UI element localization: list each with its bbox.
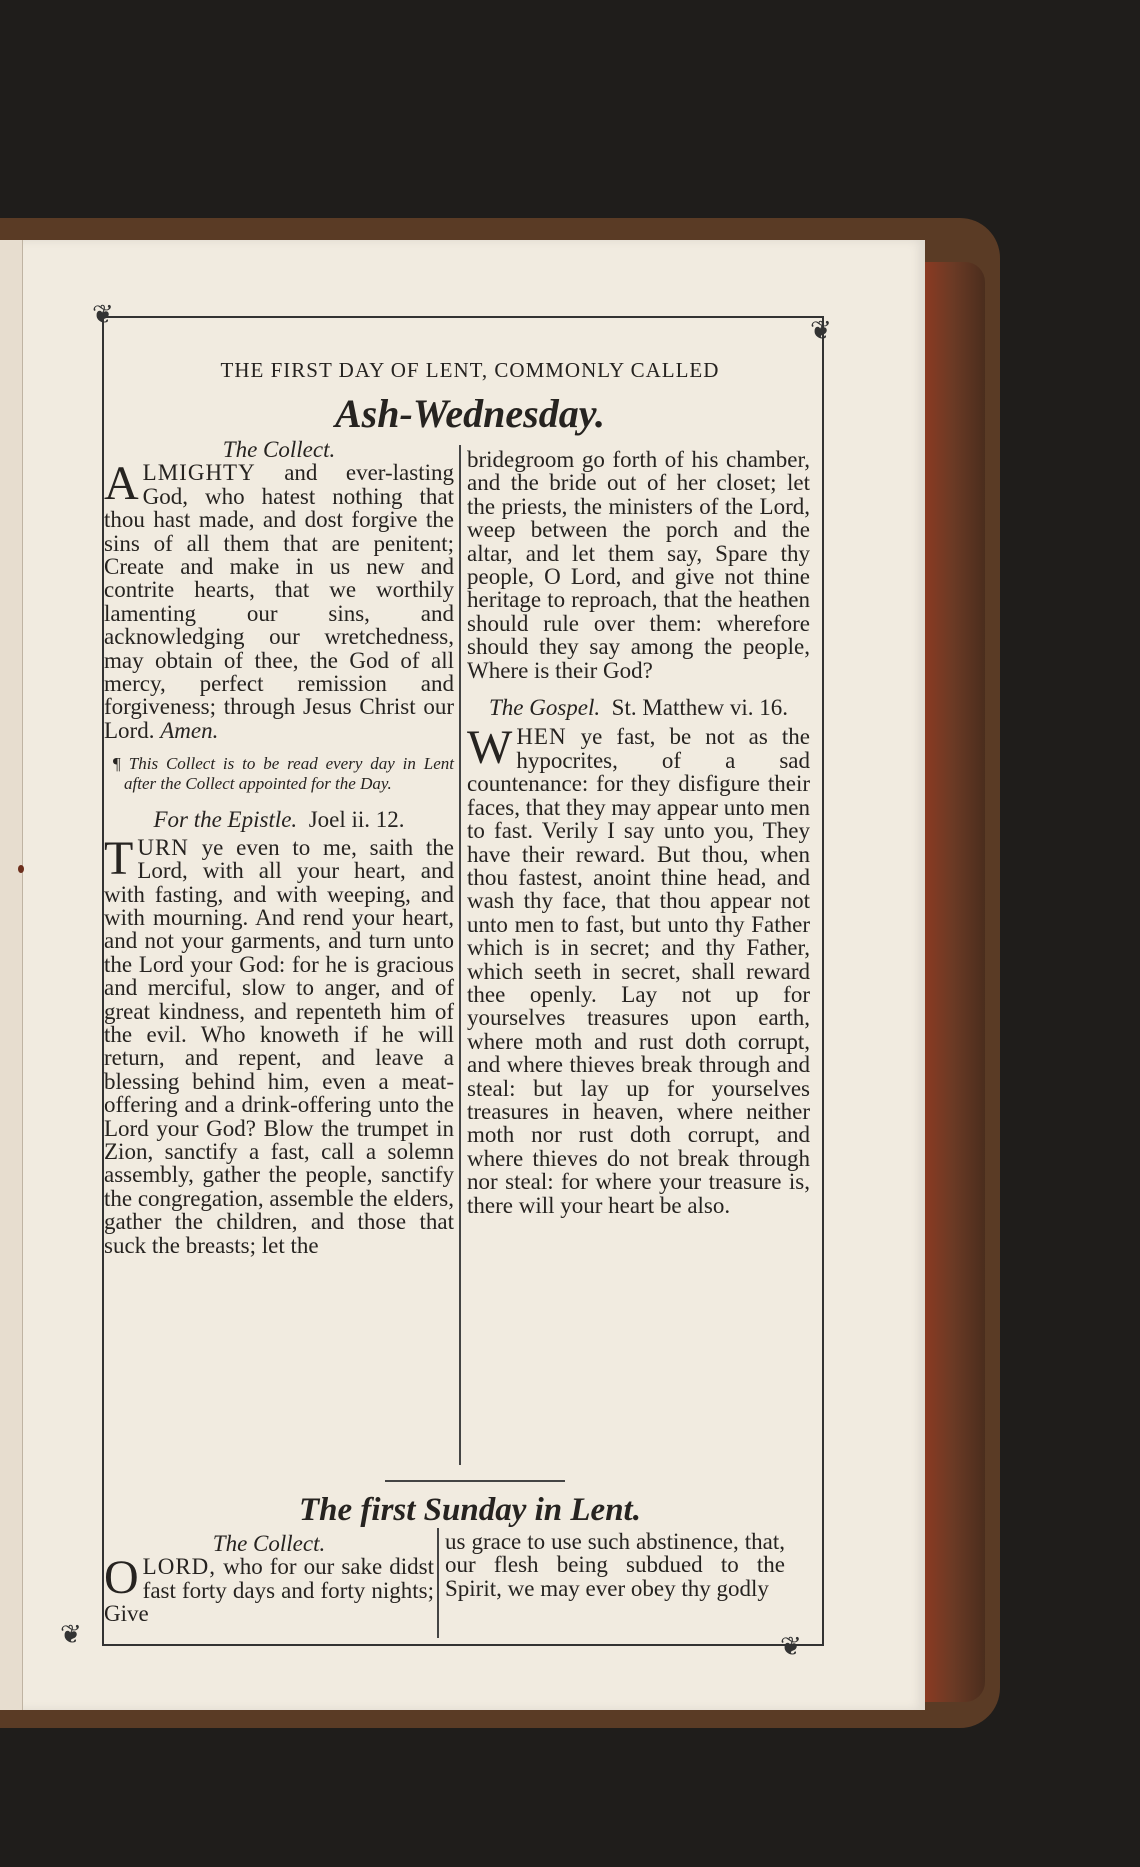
corner-ornament-top-left: ❦ (92, 300, 114, 329)
collect-dropcap: A (104, 457, 139, 511)
sunday-lead: LORD, (142, 1554, 217, 1580)
sunday-column-divider (437, 1528, 439, 1638)
epistle-heading: For the Epistle. (153, 807, 298, 833)
sunday-collect-text (104, 1551, 434, 1627)
gospel-heading-line (467, 696, 810, 719)
corner-ornament-top-right: ❦ (810, 316, 832, 345)
epistle-text (104, 831, 454, 1258)
gospel-dropcap: W (467, 721, 513, 775)
sunday-continuation: us grace to use such abstinence, that, our flesh being subdued to the Spirit, we may ever obey thy godly (445, 1529, 785, 1601)
collect-rubric: ¶ This Collect is to be read every day in Lent after the Collect appointed for the Day. (112, 754, 454, 794)
collect-lead: LMIGHTY (142, 460, 256, 486)
collect-body: and ever-lasting God, who hatest nothing that thou hast made, and dost forgive the sins of all them that are penitent; Create and make in us new and contrite hearts, that we worthily lamenting our sins, and acknowledging our wretchedness, may obtain of thee, the God of all mercy, perfect remission and forgiveness; through Jesus Christ our Lord. (104, 460, 454, 743)
binding-mark (18, 865, 24, 873)
epistle-reference: Joel ii. 12. (308, 807, 405, 833)
collect-heading: The Collect. (222, 437, 336, 462)
sunday-dropcap: O (104, 1551, 139, 1605)
column-divider (459, 445, 461, 1465)
collect-text (104, 457, 454, 743)
sunday-body: who for our sake didst fast forty days and forty nights; Give (104, 1554, 434, 1627)
gospel-body: ye fast, be not as the hypocrites, of a sad countenance: for they disfigure their faces, that they may appear unto men to fast. Verily I say unto you, They have their reward. But thou, when thou fastest, anoint thine head, and wash thy face, that thou appear not unto men to fast, but unto thy Father which is in secret; and thy Father, which seeth in secret, shall reward thee openly. Lay not up for yourselves treasures upon earth, where moth and rust doth corrupt, and where thieves break through and steal: but lay up for yourselves treasures in heaven, where neither moth nor rust doth corrupt, and where thieves do not break through nor steal: for where your treasure is, there will your heart be also. (467, 724, 810, 1218)
epistle-dropcap: T (104, 831, 134, 885)
sunday-left-column (104, 1532, 434, 1626)
sunday-collect-heading: The Collect. (212, 1531, 326, 1556)
epistle-heading-line (104, 808, 454, 831)
corner-ornament-bottom-right: ❦ (780, 1632, 802, 1661)
page-title: Ash-Wednesday. (335, 391, 605, 436)
left-column (104, 438, 454, 1257)
gospel-heading: The Gospel. (488, 695, 601, 721)
corner-ornament-bottom-left: ❦ (60, 1620, 82, 1649)
page-header: THE FIRST DAY OF LENT, COMMONLY CALLED (220, 358, 720, 382)
gospel-text (467, 721, 810, 1218)
gospel-reference: St. Matthew vi. 16. (611, 695, 788, 721)
facing-page-edge (0, 240, 23, 1710)
gospel-lead: HEN (516, 724, 567, 750)
sunday-right-column (445, 1530, 785, 1600)
epistle-continuation: bridegroom go forth of his chamber, and the bride out of her closet; let the priests, the ministers of the Lord, weep between the porch and the altar, and let them say, Spare thy people, O Lord, and give not thine heritage to reproach, that the heathen should rule over them: wherefore should they say among the people, Where is their God? (467, 447, 810, 683)
sunday-title: The first Sunday in Lent. (299, 1492, 641, 1528)
epistle-lead: URN (137, 834, 189, 860)
section-rule (385, 1480, 565, 1482)
collect-amen: Amen. (160, 717, 219, 743)
epistle-body: ye even to me, saith the Lord, with all your heart, and with fasting, and with weeping, and with mourning. And rend your heart, and not your garments, and turn unto the Lord your God: for he is gracious and merciful, slow to anger, and of great kindness, and repenteth him of the evil. Who knoweth if he will return, and repent, and leave a blessing behind him, even a meat-offering and a drink-offering unto the Lord your God? Blow the trumpet in Zion, sanctify a fast, call a solemn assembly, gather the people, sanctify the congregation, assemble the elders, gather the children, and those that suck the breasts; let the (104, 834, 454, 1258)
right-column (467, 448, 810, 1217)
